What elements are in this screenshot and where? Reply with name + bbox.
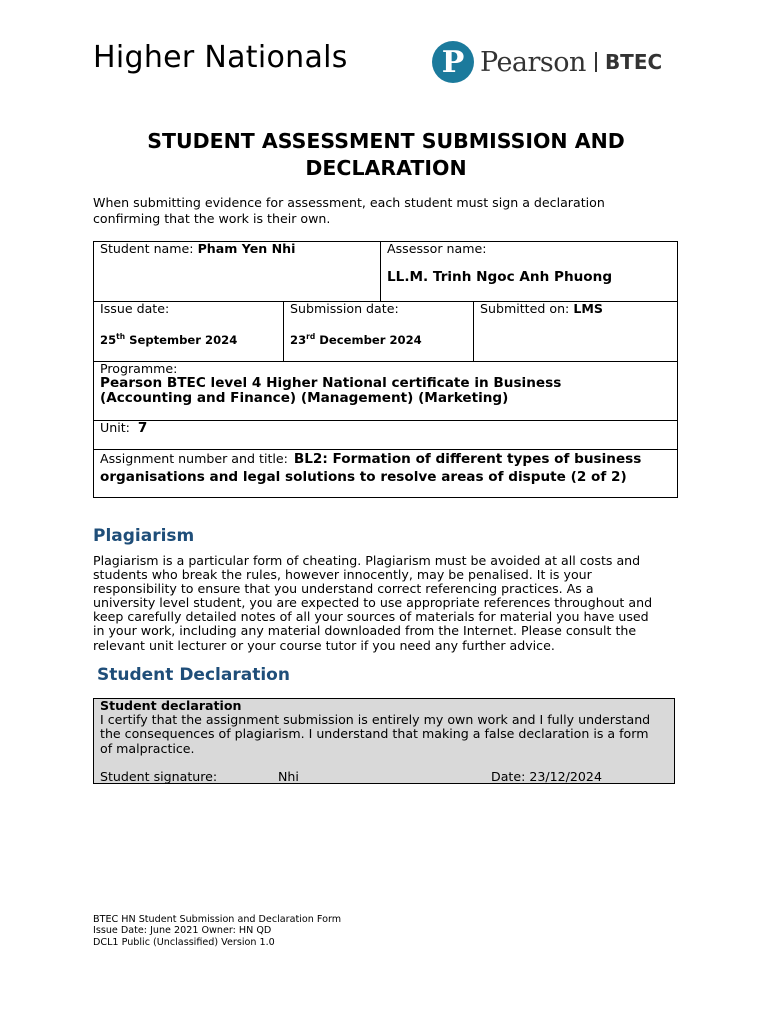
plagiarism-paragraph <box>93 554 678 653</box>
plagiarism-line: university level student, you are expected to use appropriate references throughout and <box>93 595 653 611</box>
declaration-box-title: Student declaration <box>100 698 242 713</box>
logo-btec-text: BTEC <box>604 50 663 74</box>
student-name-cell <box>93 241 381 302</box>
programme-label: Programme: <box>100 361 178 376</box>
declaration-line: I certify that the assignment submission is entirely my own work and I fully understand <box>100 712 651 728</box>
intro-line-1: When submitting evidence for assessment, each student must sign a declaration <box>93 195 605 210</box>
declaration-heading: Student Declaration <box>97 665 290 685</box>
declaration-box <box>93 698 675 784</box>
date-label: Date: <box>491 768 526 784</box>
logo-pearson-text: Pearson <box>480 46 586 78</box>
intro-text <box>93 195 653 227</box>
submission-day-suffix: rd <box>306 332 316 341</box>
issue-month-year: September 2024 <box>129 332 238 347</box>
footer <box>93 914 341 948</box>
issue-date-value <box>100 330 277 347</box>
footer-line-3: DCL1 Public (Unclassified) Version 1.0 <box>93 936 275 948</box>
plagiarism-line: in your work, including any material downloaded from the Internet. Please consult the <box>93 623 637 639</box>
document-title <box>93 128 679 182</box>
footer-line-2: Issue Date: June 2021 Owner: HN QD <box>93 925 272 937</box>
assignment-title-line-2: organisations and legal solutions to resolve areas of dispute (2 of 2) <box>100 469 627 485</box>
plagiarism-line: responsibility to ensure that you understand correct referencing practices. As a <box>93 581 594 597</box>
assignment-title-line-1: BL2: Formation of different types of business <box>293 451 642 467</box>
plagiarism-line: keep carefully detailed notes of all your sources of materials for material you have used <box>93 609 649 625</box>
unit-label: Unit: <box>100 420 130 435</box>
issue-date-label: Issue date: <box>100 301 170 316</box>
title-line-2: DECLARATION <box>305 156 467 180</box>
brand-title: Higher Nationals <box>93 40 348 75</box>
intro-line-2: confirming that the work is their own. <box>93 211 331 226</box>
logo-divider <box>595 52 597 72</box>
footer-line-1: BTEC HN Student Submission and Declaration Form <box>93 914 342 925</box>
declaration-line: of malpractice. <box>100 740 195 756</box>
pearson-btec-logo <box>432 40 662 84</box>
programme-line-1: Pearson BTEC level 4 Higher National certificate in Business <box>100 375 562 391</box>
signature-label: Student signature: <box>100 768 218 784</box>
submitted-on-label: Submitted on: <box>480 301 570 316</box>
submitted-on-value: LMS <box>573 301 603 316</box>
date-value: 23/12/2024 <box>529 768 602 784</box>
submission-day: 23 <box>290 332 307 347</box>
assessor-name-value: LL.M. Trinh Ngoc Anh Phuong <box>387 269 613 285</box>
student-name-label: Student name: <box>100 241 194 256</box>
assignment-label: Assignment number and title: <box>100 451 288 466</box>
student-name-value: Pham Yen Nhi <box>197 241 296 256</box>
unit-cell <box>93 420 678 450</box>
submission-date-value <box>290 330 467 347</box>
issue-day: 25 <box>100 332 117 347</box>
assessor-name-label: Assessor name: <box>387 241 487 256</box>
signature-value: Nhi <box>278 768 299 784</box>
unit-value: 7 <box>137 420 148 436</box>
plagiarism-line: students who break the rules, however innocently, may be penalised. It is your <box>93 567 592 583</box>
submitted-on-cell <box>473 301 678 362</box>
submission-date-label: Submission date: <box>290 301 399 316</box>
declaration-line: the consequences of plagiarism. I understand that making a false declaration is a form <box>100 726 649 742</box>
issue-day-suffix: th <box>116 332 126 341</box>
signature-row <box>100 770 668 784</box>
programme-cell <box>93 361 678 421</box>
programme-line-2: (Accounting and Finance) (Management) (Marketing) <box>100 390 509 406</box>
assignment-cell <box>93 449 678 498</box>
pearson-logo-icon: P <box>432 41 474 83</box>
plagiarism-heading: Plagiarism <box>93 526 195 546</box>
issue-date-cell <box>93 301 284 362</box>
submission-month-year: December 2024 <box>319 332 422 347</box>
assessor-name-cell <box>380 241 678 302</box>
plagiarism-line: relevant unit lecturer or your course tutor if you need any further advice. <box>93 637 555 653</box>
submission-date-cell <box>283 301 474 362</box>
title-line-1: STUDENT ASSESSMENT SUBMISSION AND <box>147 129 625 153</box>
plagiarism-line: Plagiarism is a particular form of cheating. Plagiarism must be avoided at all costs and <box>93 553 641 568</box>
